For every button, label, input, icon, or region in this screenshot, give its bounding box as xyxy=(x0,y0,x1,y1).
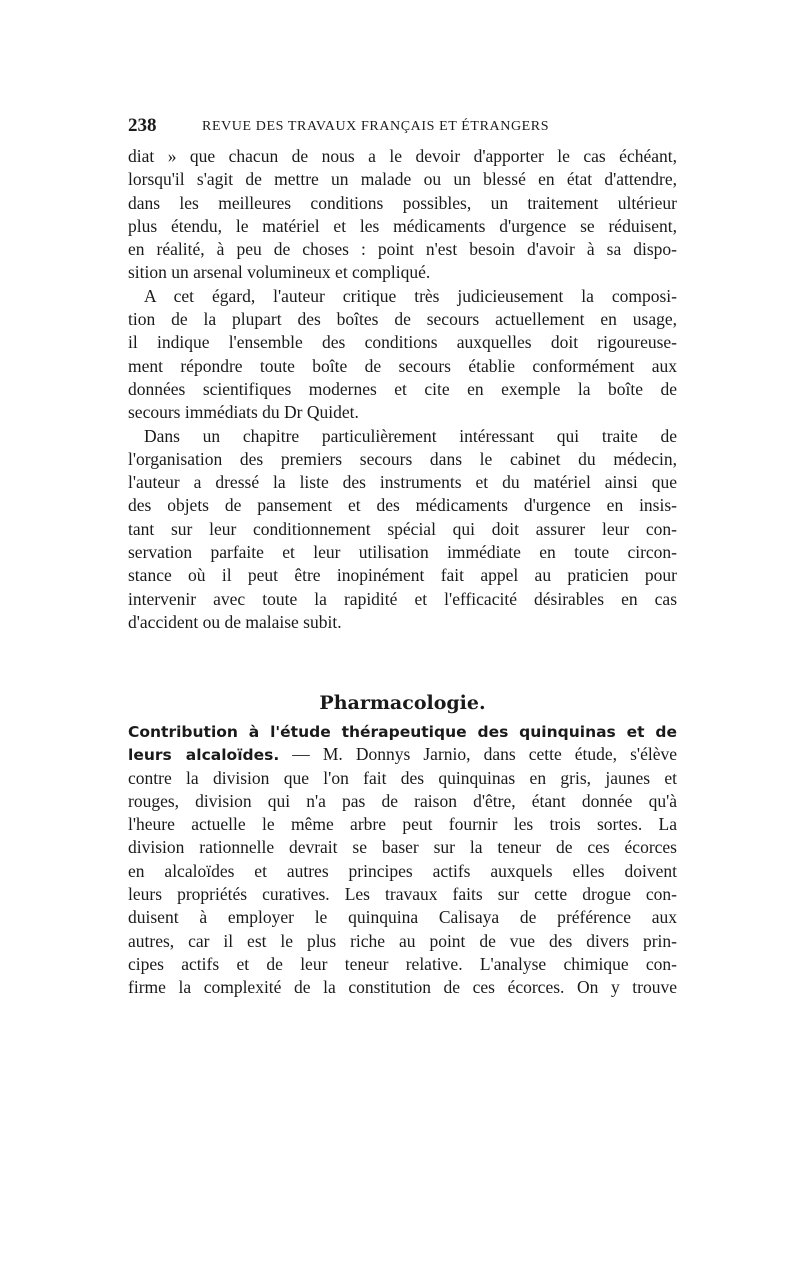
text-line: tant sur leur conditionnement spécial qui doit assurer leur con- xyxy=(128,518,677,539)
section-1-text xyxy=(128,145,677,634)
text-line: servation parfaite et leur utilisation immédiate en toute circon- xyxy=(128,542,677,563)
text-line: sition un arsenal volumineux et compliqué. xyxy=(128,262,431,283)
text-line: cipes actifs et de leur teneur relative. L'analyse chimique con- xyxy=(128,953,677,974)
text-line: secours immédiats du Dr Quidet. xyxy=(128,402,359,423)
article-title-end: leurs alcaloïdes. xyxy=(128,746,280,765)
text-line: l'organisation des premiers secours dans le cabinet du médecin, xyxy=(128,448,677,469)
text-line: Dans un chapitre particulièrement intéressant qui traite de xyxy=(144,425,677,446)
text-line: rouges, division qui n'a pas de raison d'être, étant donnée qu'à xyxy=(128,790,677,811)
text-line: tion de la plupart des boîtes de secours actuellement en usage, xyxy=(128,309,677,330)
text-line: plus étendu, le matériel et les médicaments d'urgence se réduisent, xyxy=(128,215,677,236)
text-line: autres, car il est le plus riche au point de vue des divers prin- xyxy=(128,930,677,951)
text-line: ment répondre toute boîte de secours établie conformément aux xyxy=(128,355,677,376)
text-line: dans les meilleures conditions possibles, un traitement ultérieur xyxy=(128,192,677,213)
text-line: division rationnelle devrait se baser sur la teneur de ces écorces xyxy=(128,837,677,858)
text-line: leurs propriétés curatives. Les travaux faits sur cette drogue con- xyxy=(128,884,677,905)
text-line xyxy=(128,720,677,743)
text-line xyxy=(128,743,677,766)
text-line: firme la complexité de la constitution de ces écorces. On y trouve xyxy=(128,977,677,998)
text-line: contre la division que l'on fait des quinquinas en gris, jaunes et xyxy=(128,767,677,788)
text-line: intervenir avec toute la rapidité et l'efficacité désirables en cas xyxy=(128,588,677,609)
article-intro: — M. Donnys Jarnio, dans cette étude, s'élève xyxy=(279,744,677,765)
text-line: des objets de pansement et des médicaments d'urgence en insis- xyxy=(128,495,677,516)
article-title: Contribution à l'étude thérapeutique des quinquinas et de xyxy=(128,723,677,741)
text-line: l'heure actuelle le même arbre peut fournir les trois sortes. La xyxy=(128,814,677,835)
section-heading: Pharmacologie. xyxy=(319,692,486,714)
running-title: REVUE DES TRAVAUX FRANÇAIS ET ÉTRANGERS xyxy=(202,119,550,134)
text-line: duisent à employer le quinquina Calisaya de préférence aux xyxy=(128,907,677,928)
text-line: il indique l'ensemble des conditions auxquelles doit rigoureuse- xyxy=(128,332,677,353)
text-line: l'auteur a dressé la liste des instruments et du matériel ainsi que xyxy=(128,472,677,493)
text-line: lorsqu'il s'agit de mettre un malade ou un blessé en état d'attendre, xyxy=(128,169,677,190)
text-line: en réalité, à peu de choses : point n'est besoin d'avoir à sa dispo- xyxy=(128,239,677,260)
page-number: 238 xyxy=(128,115,157,136)
text-line: A cet égard, l'auteur critique très judicieusement la composi- xyxy=(144,285,677,306)
text-line: d'accident ou de malaise subit. xyxy=(128,611,342,632)
text-line: stance où il peut être inopinément fait appel au praticien pour xyxy=(128,565,677,586)
section-2-text xyxy=(128,720,677,1000)
text-line: diat » que chacun de nous a le devoir d'apporter le cas échéant, xyxy=(128,146,677,166)
running-head xyxy=(128,115,683,139)
text-line: données scientifiques modernes et cite en exemple la boîte de xyxy=(128,378,677,399)
text-line: en alcaloïdes et autres principes actifs auxquels elles doivent xyxy=(128,860,677,881)
